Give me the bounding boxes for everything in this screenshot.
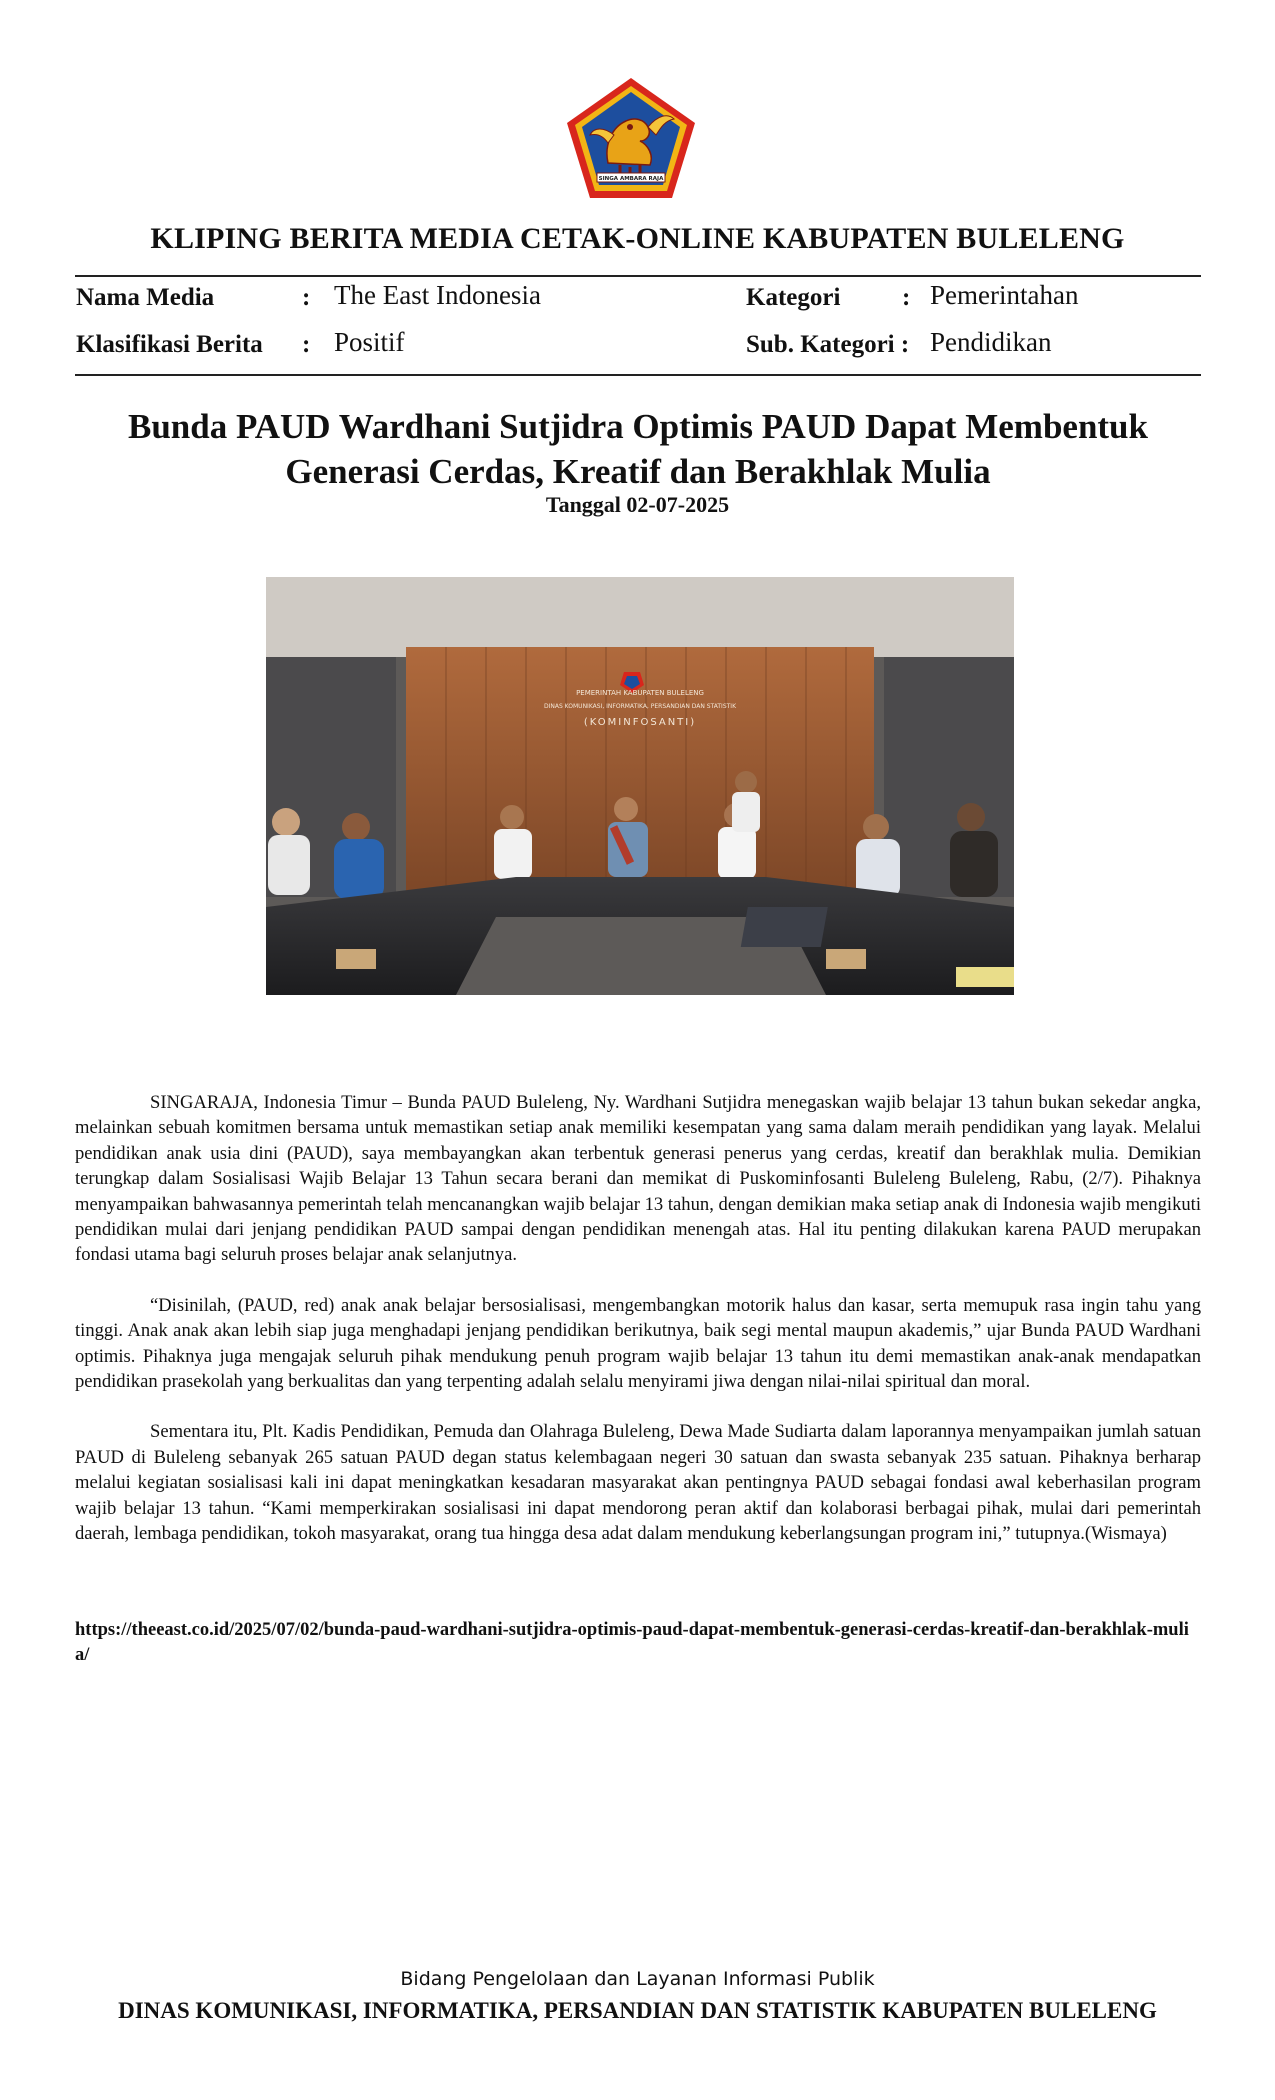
buleleng-emblem-logo xyxy=(564,75,698,201)
article-body xyxy=(75,1090,1201,1572)
media-name-value: The East Indonesia xyxy=(334,280,541,310)
article-paragraph: Sementara itu, Plt. Kadis Pendidikan, Pemuda dan Olahraga Buleleng, Dewa Made Sudiarta dalam laporannya menyampaikan jumlah satuan PAUD di Buleleng sebanyak 265 satuan PAUD degan status kelembagaan negeri 30 satuan dan swasta sebanyak 235 satuan. Pihaknya berharap melalui kegiatan sosialisasi kali ini dapat meningkatkan kesadaran masyarakat akan pentingnya PAUD sebagai fondasi awal keberhasilan program wajib belajar 13 tahun. “Kami memperkirakan sosialisasi ini dapat mendorong peran aktif dan kolaborasi berbagai pihak, mulai dari pemerintah daerah, lembaga pendidikan, tokoh masyarakat, orang tua hingga desa adat dalam mendukung keberlangsungan program ini,” tutupnya.(Wismaya) xyxy=(75,1421,1201,1545)
header-divider-bottom xyxy=(75,374,1201,376)
header-divider-top xyxy=(75,275,1201,277)
footer-agency-name: DINAS KOMUNIKASI, INFORMATIKA, PERSANDIAN DAN STATISTIK KABUPATEN BULELENG xyxy=(118,1998,1157,2023)
classification-value: Positif xyxy=(334,327,405,357)
photo-sign-line2: DINAS KOMUNIKASI, INFORMATIKA, PERSANDIAN DAN STATISTIK xyxy=(543,703,737,710)
footer-division-name: Bidang Pengelolaan dan Layanan Informasi Publik xyxy=(400,1968,875,1990)
category-value: Pemerintahan xyxy=(930,280,1079,310)
classification-label: Klasifikasi Berita xyxy=(76,331,263,358)
media-name-label: Nama Media xyxy=(76,284,215,311)
article-date: Tanggal 02-07-2025 xyxy=(545,492,730,517)
subcategory-value: Pendidikan xyxy=(930,327,1052,357)
clipping-header-title: KLIPING BERITA MEDIA CETAK-ONLINE KABUPATEN BULELENG xyxy=(150,222,1125,255)
photo-sign-line1: PEMERINTAH KABUPATEN BULELENG xyxy=(576,689,704,697)
article-title: Bunda PAUD Wardhani Sutjidra Optimis PAUD Dapat Membentuk Generasi Cerdas, Kreatif dan Berakhlak Mulia xyxy=(127,407,1148,491)
article-photo xyxy=(266,577,1014,995)
article-paragraph: SINGARAJA, Indonesia Timur – Bunda PAUD Buleleng, Ny. Wardhani Sutjidra menegaskan wajib belajar 13 tahun bukan sekedar angka, melainkan sebuah komitmen bersama untuk memastikan setiap anak memiliki kesempatan yang sama dalam meraih pendidikan yang layak. Melalui pendidikan anak usia dini (PAUD), saya membayangkan akan terbentuk generasi penerus yang cerdas, kreatif dan berakhlak mulia. Demikian terungkap dalam Sosialisasi Wajib Belajar 13 Tahun secara berani dan memikat di Puskominfosanti Buleleng Buleleng, Rabu, (2/7). Pihaknya menyampaikan bahwasannya pemerintah telah mencanangkan wajib belajar 13 tahun, dengan demikian maka setiap anak di Indonesia wajib mengikuti pendidikan mulai dari jenjang pendidikan PAUD sampai dengan pendidikan menengah atas. Hal itu penting dilakukan karena PAUD merupakan fondasi utama bagi seluruh proses belajar anak selanjutnya. xyxy=(75,1092,1201,1266)
media-name-colon: : xyxy=(302,284,311,311)
photo-sign-line3: (KOMINFOSANTI) xyxy=(583,717,697,728)
article-paragraph: “Disinilah, (PAUD, red) anak anak belajar bersosialisasi, mengembangkan motorik halus dan kasar, serta memupuk rasa ingin tahu yang tinggi. Anak anak akan lebih siap juga menghadapi jenjang pendidikan berikutnya, baik segi mental maupun akademis,” ujar Bunda PAUD Wardhani optimis. Pihaknya juga mengajak seluruh pihak mendukung penuh program wajib belajar 13 tahun itu demi memastikan anak-anak mendapatkan pendidikan prasekolah yang berkualitas dan yang terpenting adalah selalu menyirami jiwa dengan nilai-nilai spiritual dan moral. xyxy=(75,1294,1201,1393)
category-colon: : xyxy=(902,284,911,311)
logo-caption: SINGA AMBARA RAJA xyxy=(598,176,664,182)
source-url-link[interactable]: https://theeast.co.id/2025/07/02/bunda-paud-wardhani-sutjidra-optimis-paud-dapat-membentuk-generasi-cerdas-kreatif-dan-berakhlak-mulia/ xyxy=(75,1620,1189,1665)
classification-colon: : xyxy=(302,331,311,358)
subcategory-label: Sub. Kategori : xyxy=(746,331,910,358)
category-label: Kategori xyxy=(746,284,841,311)
